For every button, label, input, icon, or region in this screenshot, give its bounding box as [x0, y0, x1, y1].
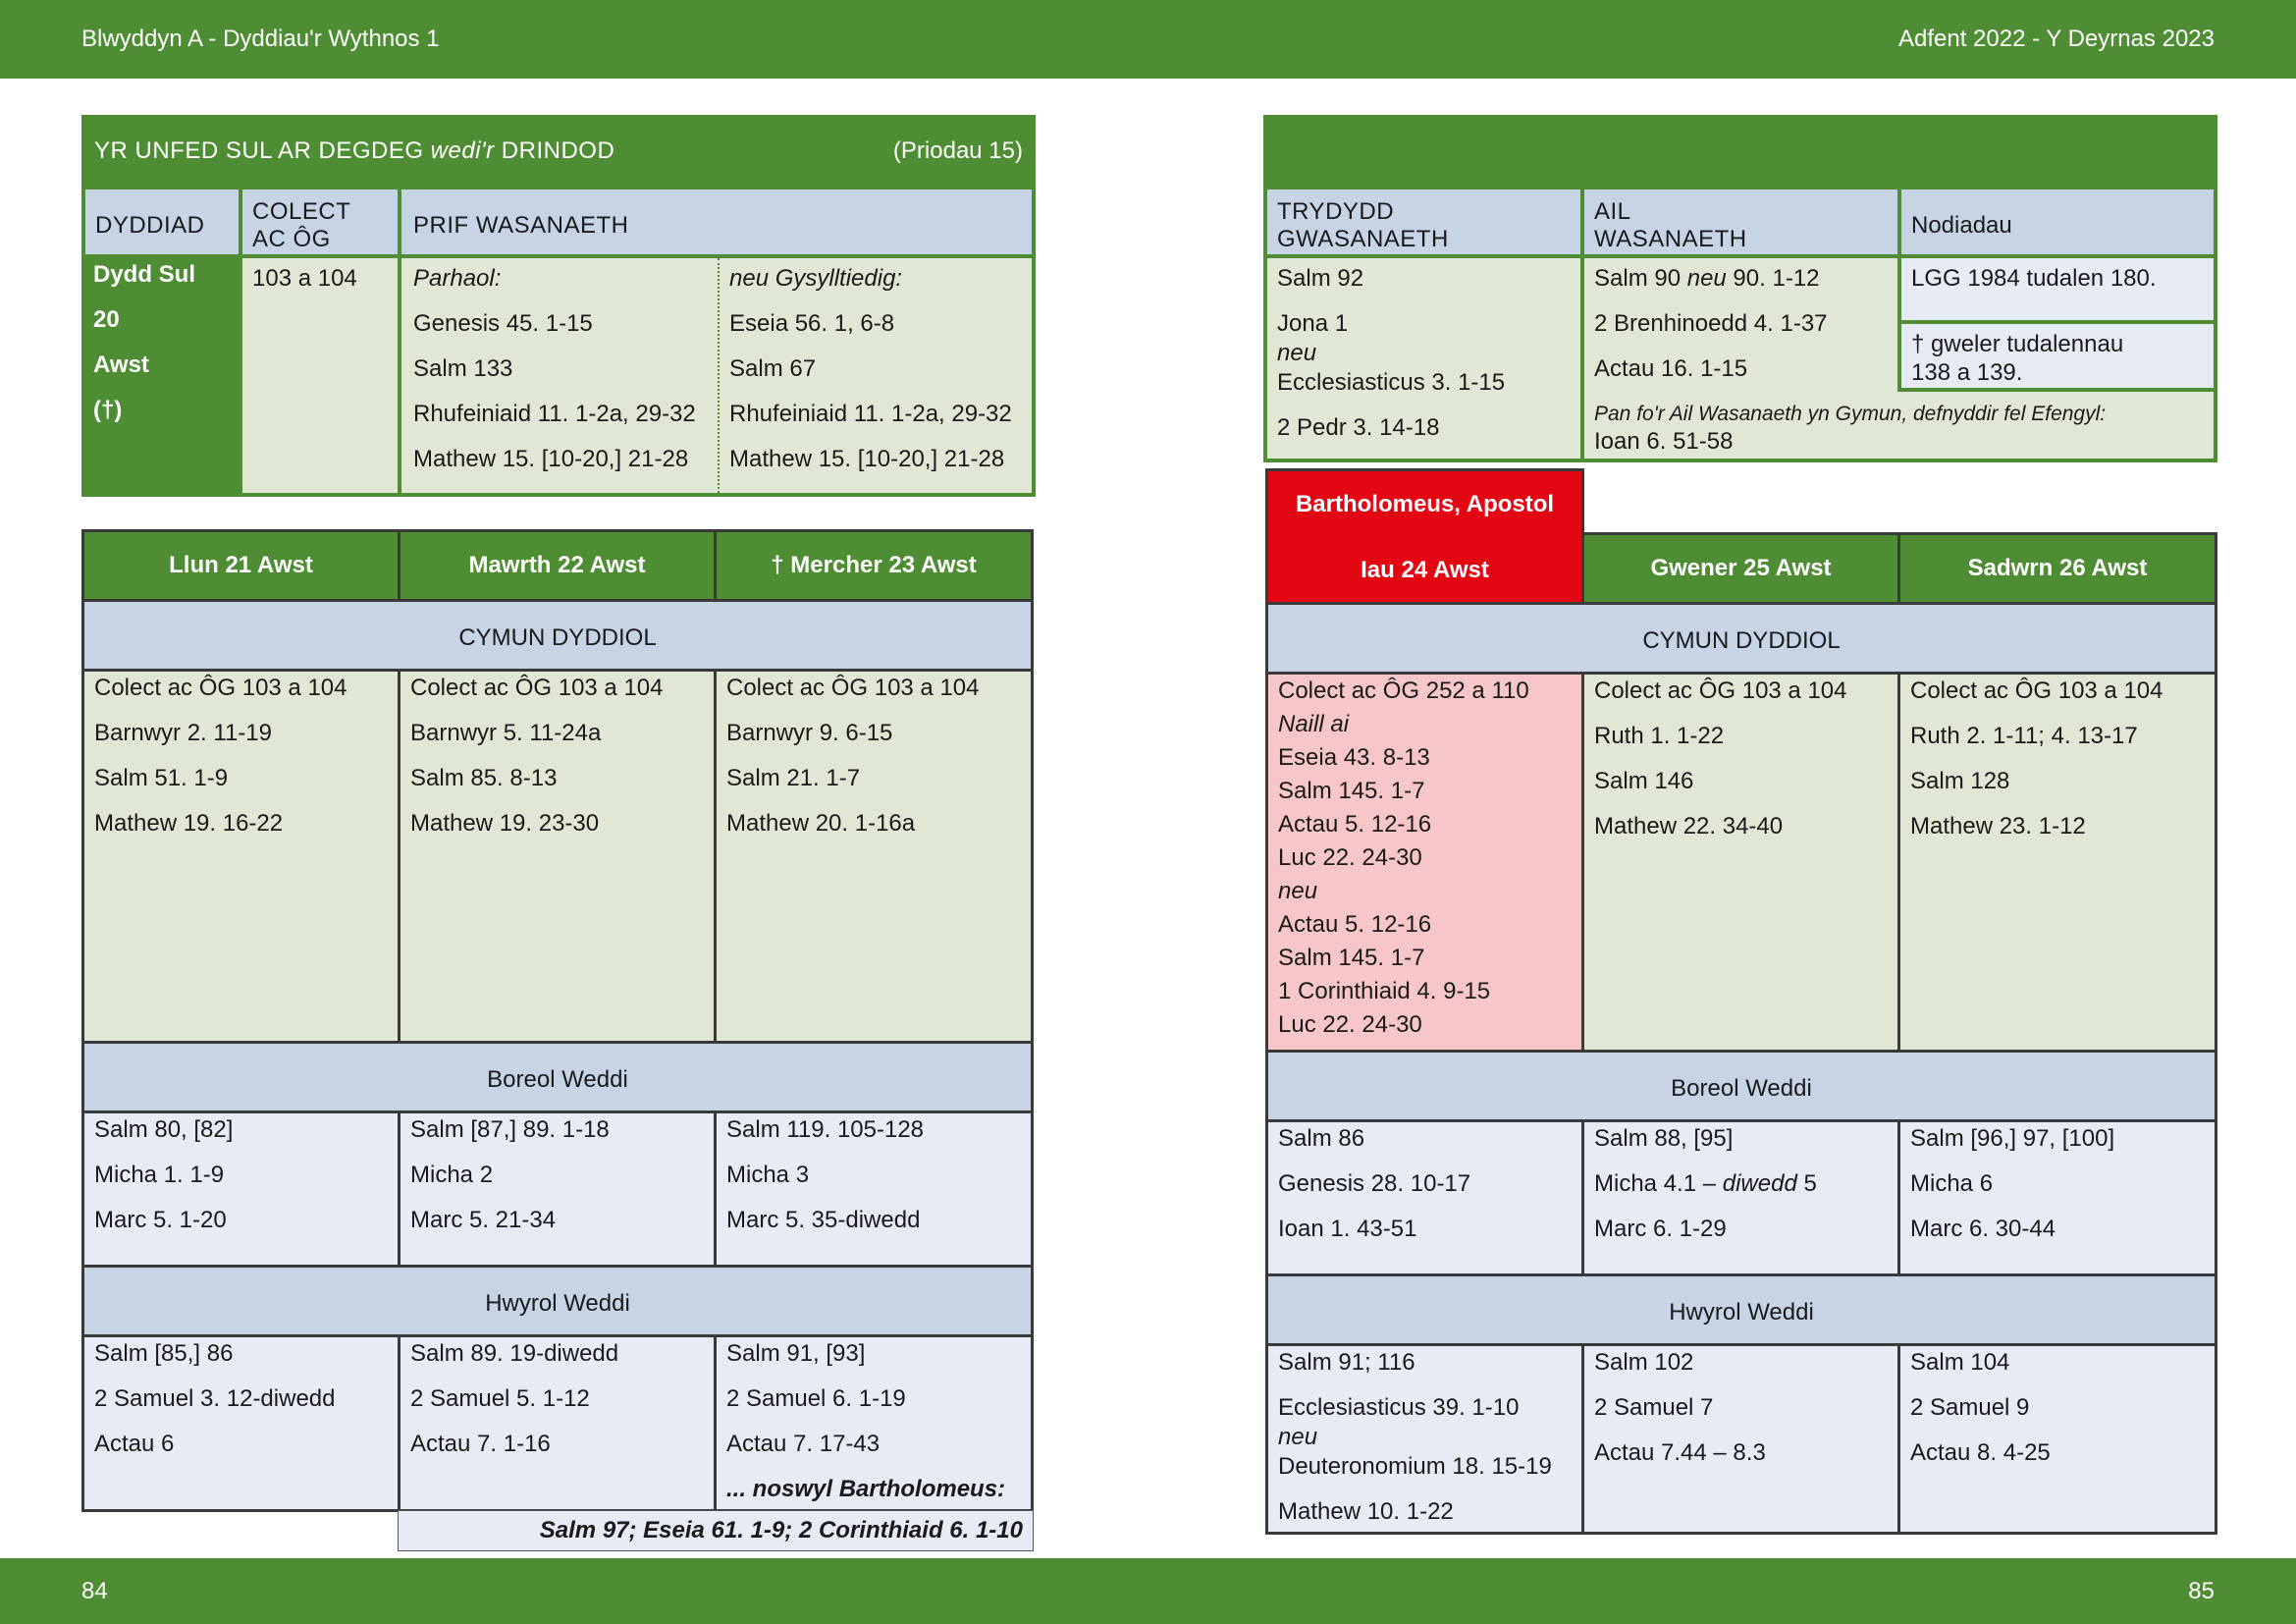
sunday-title-bar-right: [1263, 115, 2217, 188]
evening-title-right: Hwyrol Weddi: [1265, 1273, 2217, 1346]
third-service-cell: Salm 92 Jona 1 neu Ecclesiasticus 3. 1-15 2 Pedr 3. 14-18: [1263, 254, 1584, 462]
morning-tue: Salm [87,] 89. 1-18 Micha 2 Marc 5. 21-34: [398, 1110, 717, 1268]
communion-thu-feast: Colect ac ÔG 252 a 110 Naill ai Eseia 43. 8-13 Salm 145. 1-7 Actau 5. 12-16 Luc 22. 24-30 neu Actau 5. 12-16 Salm 145. 1-7 1 Corinthiaid 4. 9-15 Luc 22. 24-30: [1265, 672, 1584, 1053]
morning-title-left: Boreol Weddi: [81, 1041, 1034, 1113]
sunday-ref: (Priodau 15): [892, 137, 1023, 164]
evening-mon: Salm [85,] 86 2 Samuel 3. 12-diwedd Actau 6: [81, 1334, 400, 1512]
day-header-wed: † Mercher 23 Awst: [714, 529, 1034, 602]
evening-fri: Salm 102 2 Samuel 7 Actau 7.44 – 8.3: [1581, 1343, 1900, 1535]
col-header-second: AIL WASANAETH: [1580, 186, 1901, 258]
communion-tue: Colect ac ÔG 103 a 104 Barnwyr 5. 11-24a Salm 85. 8-13 Mathew 19. 23-30: [398, 669, 717, 1044]
morning-mon: Salm 80, [82] Micha 1. 1-9 Marc 5. 1-20: [81, 1110, 400, 1268]
eve-note: ... noswyl Bartholomeus:: [726, 1476, 1006, 1502]
morning-wed: Salm 119. 105-128 Micha 3 Marc 5. 35-diwedd: [714, 1110, 1034, 1268]
communion-sat: Colect ac ÔG 103 a 104 Ruth 2. 1-11; 4. 13-17 Salm 128 Mathew 23. 1-12: [1897, 672, 2217, 1053]
feast-header: Bartholomeus, Apostol Iau 24 Awst: [1265, 468, 1584, 605]
col-header-principal: PRIF WASANAETH: [398, 186, 1036, 258]
notes-cell-1: LGG 1984 tudalen 180.: [1897, 254, 2217, 324]
sunday-collect-cell: 103 a 104: [239, 254, 401, 497]
header-right: Adfent 2022 - Y Deyrnas 2023: [1897, 26, 2215, 52]
page-number-right: 85: [2188, 1578, 2215, 1604]
evening-thu: Salm 91; 116 Ecclesiasticus 39. 1-10 neu Deuteronomium 18. 15-19 Mathew 10. 1-22: [1265, 1343, 1584, 1535]
communion-title-right: CYMUN DYDDIOL: [1265, 602, 2217, 675]
day-header-sat: Sadwrn 26 Awst: [1897, 532, 2217, 605]
principal-related: neu Gysylltiedig: Eseia 56. 1, 6-8 Salm 67 Rhufeiniaid 11. 1-2a, 29-32 Mathew 15. [10-20,] 21-28: [729, 265, 1012, 472]
evening-sat: Salm 104 2 Samuel 9 Actau 8. 4-25: [1897, 1343, 2217, 1535]
col-header-collect: COLECT AC ÔG: [239, 186, 401, 258]
page-footer: [0, 1558, 2296, 1624]
day-header-tue: Mawrth 22 Awst: [398, 529, 717, 602]
morning-sat: Salm [96,] 97, [100] Micha 6 Marc 6. 30-44: [1897, 1119, 2217, 1276]
communion-mon: Colect ac ÔG 103 a 104 Barnwyr 2. 11-19 Salm 51. 1-9 Mathew 19. 16-22: [81, 669, 400, 1044]
col-header-third: TRYDYDD GWASANAETH: [1263, 186, 1584, 258]
col-header-notes: Nodiadau: [1897, 186, 2217, 258]
communion-wed: Colect ac ÔG 103 a 104 Barnwyr 9. 6-15 Salm 21. 1-7 Mathew 20. 1-16a: [714, 669, 1034, 1044]
morning-fri: Salm 88, [95] Micha 4.1 – diwedd 5 Marc 6. 1-29: [1581, 1119, 1900, 1276]
morning-thu: Salm 86 Genesis 28. 10-17 Ioan 1. 43-51: [1265, 1119, 1584, 1276]
sunday-date-cell: Dydd Sul 20 Awst (†): [81, 254, 242, 497]
second-service-cell: Salm 90 neu 90. 1-12 2 Brenhinoedd 4. 1-37 Actau 16. 1-15 Pan fo'r Ail Wasanaeth yn Gymun, defnyddir fel Efengyl: Ioan 6. 51-58: [1580, 254, 2217, 462]
col-header-date: DYDDIAD: [81, 186, 242, 258]
sunday-title-bar: [81, 115, 1036, 188]
day-header-fri: Gwener 25 Awst: [1581, 532, 1900, 605]
evening-tue: Salm 89. 19-diwedd 2 Samuel 5. 1-12 Actau 7. 1-16: [398, 1334, 717, 1512]
sunday-principal-cell: [398, 254, 1036, 497]
header-left: Blwyddyn A - Dyddiau'r Wythnos 1: [81, 26, 440, 52]
evening-title-left: Hwyrol Weddi: [81, 1265, 1034, 1337]
evening-wed: Salm 91, [93] 2 Samuel 6. 1-19 Actau 7. 17-43 ... noswyl Bartholomeus:: [714, 1334, 1034, 1512]
page-number-left: 84: [81, 1578, 108, 1604]
day-header-mon: Llun 21 Awst: [81, 529, 400, 602]
principal-continuous: Parhaol: Genesis 45. 1-15 Salm 133 Rhufeiniaid 11. 1-2a, 29-32 Mathew 15. [10-20,] 21-28: [413, 265, 696, 472]
sunday-title: YR UNFED SUL AR DEGDEG wedi'r DRINDOD: [94, 137, 615, 164]
page-header: [0, 0, 2296, 79]
morning-title-right: Boreol Weddi: [1265, 1050, 2217, 1122]
communion-fri: Colect ac ÔG 103 a 104 Ruth 1. 1-22 Salm 146 Mathew 22. 34-40: [1581, 672, 1900, 1053]
communion-title-left: CYMUN DYDDIOL: [81, 599, 1034, 672]
notes-cell-2: † gweler tudalennau 138 a 139.: [1897, 320, 2217, 392]
eve-readings: Salm 97; Eseia 61. 1-9; 2 Corinthiaid 6. 1-10: [398, 1510, 1034, 1551]
